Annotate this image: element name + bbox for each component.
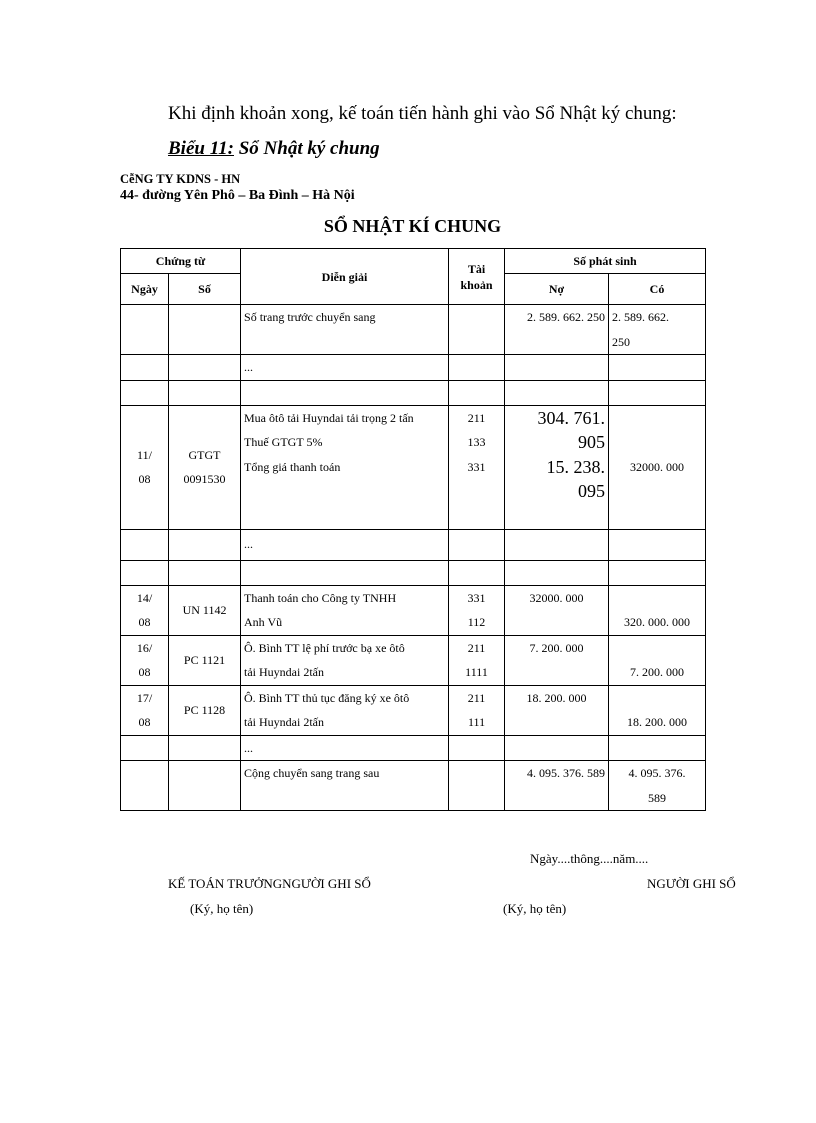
desc-line: Ô. Bình TT thủ tục đăng ký xe ôtô	[244, 690, 410, 705]
table-row	[121, 685, 706, 735]
credit-cell: 320. 000. 000	[609, 585, 706, 635]
account-number: 331	[467, 459, 486, 474]
credit-cell: 7. 200. 000	[609, 635, 706, 685]
table-row	[121, 305, 706, 355]
account-cell	[449, 685, 505, 735]
account-number: 331	[467, 590, 486, 605]
date-part: 16/	[136, 640, 153, 655]
date-part: 08	[138, 472, 151, 486]
debit-cell: 32000. 000	[505, 585, 609, 635]
date-line: Ngày....thông....năm....	[530, 851, 649, 866]
desc-cell: Cộng chuyển sang trang sau	[241, 761, 449, 811]
credit-cell	[609, 305, 706, 355]
table-row-empty	[121, 380, 706, 405]
desc-cell: ...	[241, 735, 449, 761]
credit-cell: 32000. 000	[609, 405, 706, 529]
desc-line: Anh Vũ	[244, 615, 283, 629]
date-cell	[121, 585, 169, 635]
desc-line: tải Huyndai 2tấn	[244, 665, 324, 679]
desc-cell	[241, 405, 449, 529]
table-row	[121, 735, 706, 761]
account-cell	[449, 635, 505, 685]
doc-number-cell: PC 1121	[169, 635, 241, 685]
account-number: 133	[467, 435, 486, 449]
credit-part: 589	[648, 790, 667, 805]
debit-cell: 7. 200. 000	[505, 635, 609, 685]
date-part: 08	[138, 665, 151, 679]
credit-part: 4. 095. 376.	[628, 766, 686, 780]
signature-note-2: (Ký, họ tên)	[503, 901, 567, 916]
header-row-1	[121, 249, 706, 274]
table-row	[121, 585, 706, 635]
journal-table	[120, 248, 706, 811]
intro-text: Khi định khoản xong, kế toán tiến hành ghi vào Sổ Nhật ký chung:	[168, 103, 677, 124]
header-tai-khoan-line1: Tài	[467, 261, 486, 276]
date-cell	[121, 405, 169, 529]
caption-label: Biểu 11:	[168, 138, 234, 159]
caption	[168, 138, 380, 160]
debit-part: 095	[578, 481, 606, 501]
desc-line: Thuế GTGT 5%	[244, 435, 323, 449]
date-part: 14/	[136, 590, 153, 605]
header-chung-tu: Chứng từ	[121, 249, 241, 274]
debit-part: 905	[578, 432, 606, 452]
credit-part: 2. 589. 662.	[612, 310, 670, 324]
header-no: Nợ	[505, 274, 609, 305]
account-number: 211	[467, 690, 486, 705]
desc-line: tải Huyndai 2tấn	[244, 715, 324, 729]
date-part: 11/	[137, 447, 152, 462]
caption-title: Sổ Nhật ký chung	[238, 138, 380, 159]
account-number: 211	[467, 410, 486, 425]
header-ngay: Ngày	[121, 274, 169, 305]
debit-cell	[505, 405, 609, 529]
header-tai-khoan-line2: khoản	[460, 277, 493, 292]
desc-line: Tổng giá thanh toán	[244, 459, 341, 474]
header-so: Số	[169, 274, 241, 305]
doc-part: 0091530	[183, 472, 226, 486]
credit-cell: 18. 200. 000	[609, 685, 706, 735]
desc-cell: ...	[241, 355, 449, 381]
desc-cell: Số trang trước chuyển sang	[241, 305, 449, 355]
date-cell	[121, 685, 169, 735]
table-row	[121, 635, 706, 685]
chief-accountant-label: KẾ TOÁN TRƯỞNGNGƯỜI GHI SỔ	[168, 876, 371, 891]
desc-cell	[241, 585, 449, 635]
header-so-phat-sinh: Số phát sinh	[505, 249, 706, 274]
signature-note-1: (Ký, họ tên)	[190, 901, 254, 916]
doc-number-cell: PC 1128	[169, 685, 241, 735]
desc-line: Thanh toán cho Công ty TNHH	[244, 590, 397, 605]
desc-line: Ô. Bình TT lệ phí trước bạ xe ôtô	[244, 640, 405, 655]
account-cell	[449, 405, 505, 529]
desc-cell: ...	[241, 529, 449, 560]
debit-part: 15. 238.	[546, 456, 606, 477]
header-tai-khoan	[449, 249, 505, 305]
account-number: 112	[467, 615, 486, 629]
doc-number-cell: UN 1142	[169, 585, 241, 635]
date-part: 08	[138, 615, 151, 629]
date-cell	[121, 635, 169, 685]
debit-cell: 2. 589. 662. 250	[505, 305, 609, 355]
table-row	[121, 761, 706, 811]
account-number: 211	[467, 640, 486, 655]
table-row	[121, 529, 706, 560]
account-cell	[449, 585, 505, 635]
doc-part: GTGT	[188, 447, 221, 462]
table-row	[121, 355, 706, 381]
company-address: 44- đường Yên Phô – Ba Đình – Hà Nội	[120, 188, 355, 203]
company-name: CễNG TY KDNS - HN	[120, 172, 241, 186]
desc-line: Mua ôtô tải Huyndai tải trọng 2 tấn	[244, 410, 414, 425]
header-co: Có	[609, 274, 706, 305]
credit-part: 250	[612, 334, 631, 349]
account-number: 111	[467, 715, 486, 729]
desc-cell	[241, 685, 449, 735]
desc-cell	[241, 635, 449, 685]
debit-cell: 4. 095. 376. 589	[505, 761, 609, 811]
table-row-empty	[121, 560, 706, 585]
table-row	[121, 405, 706, 529]
header-dien-giai: Diễn giải	[241, 249, 449, 305]
recorder-label: NGƯỜI GHI SỔ	[647, 876, 736, 891]
date-part: 08	[138, 715, 151, 729]
debit-part: 304. 761.	[537, 407, 606, 428]
date-part: 17/	[136, 690, 153, 705]
doc-number-cell	[169, 405, 241, 529]
account-number: 1111	[465, 665, 488, 679]
credit-cell	[609, 761, 706, 811]
debit-cell: 18. 200. 000	[505, 685, 609, 735]
ledger-title: SỔ NHẬT KÍ CHUNG	[323, 216, 502, 236]
